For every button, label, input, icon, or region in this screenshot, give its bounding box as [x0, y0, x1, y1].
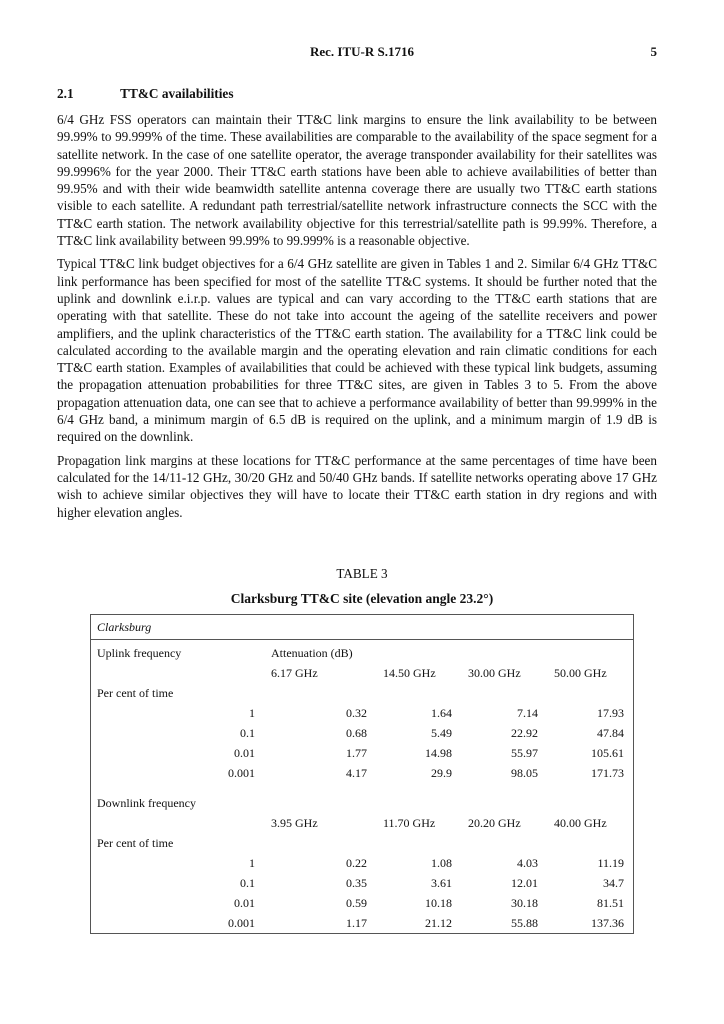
page-header — [0, 44, 724, 62]
value-cell: 0.35 — [346, 876, 367, 890]
section-heading — [57, 86, 234, 102]
table-row — [91, 893, 633, 913]
value-cell: 1.64 — [431, 706, 452, 720]
value-cell: 105.61 — [591, 746, 624, 760]
table-row — [91, 913, 633, 933]
attenuation-table — [90, 614, 634, 934]
value-cell: 0.22 — [346, 856, 367, 870]
table-row — [91, 763, 633, 783]
value-cell: 14.98 — [425, 746, 452, 760]
body-text — [57, 111, 657, 527]
value-cell: 3.61 — [431, 876, 452, 890]
paragraph-2: Typical TT&C link budget objectives for a 6/4 GHz satellite are given in Tables 1 and 2. Similar 6/4 GHz TT&C link performance has been specified for most of the satellite TT&C systems. It should be further noted that the uplink and downlink e.i.r.p. values are typical and can vary according to the TT&C earth stations that are operating with that satellite. These do not take into account the ageing of the satellite receivers and power amplifiers, and the uplink characteristics of the TT&C earth station. The availability for a TT&C link could be calculated according to the available margin and the operating elevation and rain climatic conditions for each TT&C earth station. Examples of availabilities that could be achieved with these typical link budgets, assuming the propagation attenuation probabilities for three TT&C sites, are given in Tables 3 to 5. From the above propagation attenuation data, one can see that to achieve a performance availability of better than 99.999% in the 6/4 GHz band, a minimum margin of 6.5 dB is required on the uplink, and a minimum margin of 1.9 dB is required on the downlink. — [57, 256, 657, 445]
value-cell: 0.68 — [346, 726, 367, 740]
downlink-label: Downlink frequency — [97, 796, 196, 810]
percent-cell: 0.1 — [240, 876, 255, 890]
downlink-freq-4: 40.00 GHz — [554, 816, 607, 830]
percent-cell: 0.1 — [240, 726, 255, 740]
value-cell: 22.92 — [511, 726, 538, 740]
section-number: 2.1 — [57, 86, 74, 101]
percent-cell: 1 — [249, 856, 255, 870]
value-cell: 171.73 — [591, 766, 624, 780]
section-title: TT&C availabilities — [120, 86, 234, 101]
uplink-header-row — [91, 643, 633, 663]
page-number: 5 — [650, 44, 657, 59]
recommendation-title: Rec. ITU-R S.1716 — [310, 44, 414, 59]
value-cell: 34.7 — [603, 876, 624, 890]
uplink-freq-1: 6.17 GHz — [271, 666, 318, 680]
attenuation-label: Attenuation (dB) — [271, 646, 353, 660]
downlink-header-row — [91, 793, 633, 813]
value-cell: 4.03 — [517, 856, 538, 870]
downlink-freq-3: 20.20 GHz — [468, 816, 521, 830]
value-cell: 137.36 — [591, 916, 624, 930]
value-cell: 55.88 — [511, 916, 538, 930]
value-cell: 1.17 — [346, 916, 367, 930]
table-row — [91, 853, 633, 873]
paragraph-3: Propagation link margins at these locations for TT&C performance at the same percentages of time have been calculated for the 14/11-12 GHz, 30/20 GHz and 50/40 GHz bands. If satellite networks operating above 17 GHz wish to achieve similar objectives they will have to locate their TT&C earth station in dry regions and with higher elevation angles. — [57, 452, 657, 520]
value-cell: 21.12 — [425, 916, 452, 930]
uplink-freq-4: 50.00 GHz — [554, 666, 607, 680]
table-number: TABLE 3 — [336, 566, 388, 581]
value-cell: 55.97 — [511, 746, 538, 760]
uplink-freq-3: 30.00 GHz — [468, 666, 521, 680]
value-cell: 5.49 — [431, 726, 452, 740]
value-cell: 47.84 — [597, 726, 624, 740]
percent-cell: 0.01 — [234, 746, 255, 760]
value-cell: 12.01 — [511, 876, 538, 890]
value-cell: 29.9 — [431, 766, 452, 780]
value-cell: 11.19 — [597, 856, 624, 870]
value-cell: 10.18 — [425, 896, 452, 910]
percent-cell: 1 — [249, 706, 255, 720]
table-site-name: Clarksburg — [91, 615, 633, 640]
uplink-percent-label-row — [91, 683, 633, 703]
uplink-freq-2: 14.50 GHz — [383, 666, 436, 680]
table-row — [91, 873, 633, 893]
paragraph-1: 6/4 GHz FSS operators can maintain their TT&C link margins to ensure the link availability to be between 99.99% to 99.999% of the time. These availabilities are comparable to the availability of the space segment for a satellite network. In the case of one satellite operator, the average transponder availability for their satellites was 99.9996% for the year 2000. Their TT&C earth stations have been able to achieve availabilities of better than 99.95% and with their wide beamwidth satellite antenna coverage there are usually two TT&C earth stations visible to each satellite. A redundant path terrestrial/satellite network infrastructure connects the SCC with the TT&C earth station. The network availability objective for this terrestrial/satellite path is 99.99%. Therefore, a TT&C link availability between 99.99% to 99.999% is a reasonable objective. — [57, 112, 657, 249]
value-cell: 98.05 — [511, 766, 538, 780]
downlink-percent-label-row — [91, 833, 633, 853]
value-cell: 1.08 — [431, 856, 452, 870]
value-cell: 7.14 — [517, 706, 538, 720]
table-row — [91, 703, 633, 723]
value-cell: 30.18 — [511, 896, 538, 910]
percent-cell: 0.001 — [228, 766, 255, 780]
percent-cell: 0.01 — [234, 896, 255, 910]
uplink-percent-label: Per cent of time — [97, 686, 174, 700]
table-row — [91, 723, 633, 743]
uplink-label: Uplink frequency — [97, 646, 182, 660]
downlink-percent-label: Per cent of time — [97, 836, 174, 850]
downlink-freq-2: 11.70 GHz — [383, 816, 436, 830]
section-spacer — [91, 783, 633, 793]
downlink-frequency-row — [91, 813, 633, 833]
downlink-freq-1: 3.95 GHz — [271, 816, 318, 830]
value-cell: 81.51 — [597, 896, 624, 910]
value-cell: 4.17 — [346, 766, 367, 780]
uplink-frequency-row — [91, 663, 633, 683]
value-cell: 0.32 — [346, 706, 367, 720]
table-row — [91, 743, 633, 763]
value-cell: 0.59 — [346, 896, 367, 910]
value-cell: 1.77 — [346, 746, 367, 760]
table-title: Clarksburg TT&C site (elevation angle 23.2°) — [230, 591, 494, 606]
value-cell: 17.93 — [597, 706, 624, 720]
percent-cell: 0.001 — [228, 916, 255, 930]
